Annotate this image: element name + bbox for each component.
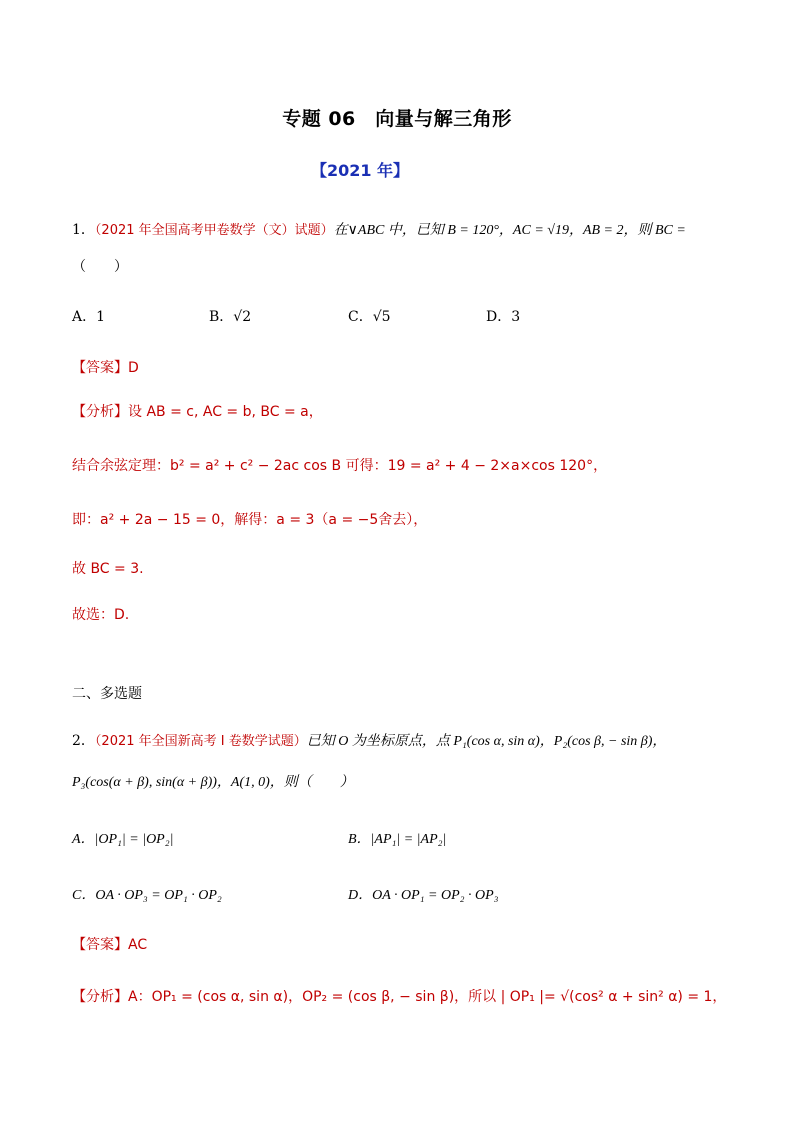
q2-option-b: B．|AP₁| = |AP₂| bbox=[348, 832, 447, 847]
q2-answer-label: 【答案】 bbox=[72, 937, 128, 953]
q2-stem-1: 已知 O 为坐标原点，点 P₁(cos α, sin α)，P₂(cos β, − sin β)， bbox=[306, 734, 667, 749]
q1-analysis-line-2: 结合余弦定理：b² = a² + c² − 2ac cos B 可得：19 = a² + 4 − 2×a×cos 120°， bbox=[72, 458, 608, 474]
q1-analysis-1: 设 AB = c, AC = b, BC = a， bbox=[128, 404, 323, 420]
q1-analysis-line-1 bbox=[72, 401, 323, 421]
q2-answer-value: AC bbox=[128, 937, 148, 953]
q2-stem-line-2: P₃(cos(α + β), sin(α + β))，A(1, 0)，则（ ） bbox=[72, 775, 354, 790]
q1-blank: （ ） bbox=[72, 259, 128, 275]
section-heading: 二、多选题 bbox=[72, 686, 142, 702]
q1-answer-value: D bbox=[128, 360, 139, 376]
q1-analysis-label: 【分析】 bbox=[72, 404, 128, 420]
q1-option-b: B．√2 bbox=[209, 309, 252, 325]
q1-stem-line bbox=[72, 219, 686, 239]
q2-number: 2． bbox=[72, 733, 95, 749]
q1-source: （2021 年全国高考甲卷数学（文）试题） bbox=[94, 223, 334, 238]
q2-option-c: C．OA · OP₃ = OP₁ · OP₂ bbox=[72, 888, 222, 903]
q1-answer-line bbox=[72, 357, 139, 377]
document-title: 专题 06 向量与解三角形 bbox=[282, 108, 512, 130]
q2-answer-line bbox=[72, 934, 147, 954]
q2-source: （2021 年全国新高考 I 卷数学试题） bbox=[94, 734, 307, 749]
q2-analysis-line-1 bbox=[72, 986, 726, 1006]
q1-analysis-line-4: 故 BC = 3. bbox=[72, 561, 144, 577]
q1-number: 1． bbox=[72, 222, 95, 238]
q1-stem: 在∨ABC 中，已知 B = 120°，AC = √19，AB = 2，则 BC = bbox=[333, 223, 686, 238]
q2-option-d: D．OA · OP₁ = OP₂ · OP₃ bbox=[348, 888, 499, 903]
q2-analysis-1: A：OP₁ = (cos α, sin α)，OP₂ = (cos β, − sin β)，所以 | OP₁ |= √(cos² α + sin² α) = 1， bbox=[128, 989, 727, 1005]
q1-analysis-line-5: 故选：D. bbox=[72, 607, 130, 623]
q1-option-d: D．3 bbox=[486, 309, 521, 325]
q1-analysis-line-3: 即：a² + 2a − 15 = 0，解得：a = 3（a = −5舍去）， bbox=[72, 512, 428, 528]
q2-option-a: A．|OP₁| = |OP₂| bbox=[72, 832, 174, 847]
q2-stem-line-1 bbox=[72, 730, 666, 750]
year-heading: 【2021 年】 bbox=[310, 161, 410, 180]
q1-option-a: A．1 bbox=[72, 309, 106, 325]
q2-analysis-label: 【分析】 bbox=[72, 989, 128, 1005]
q1-answer-label: 【答案】 bbox=[72, 360, 128, 376]
q1-option-c: C．√5 bbox=[348, 309, 391, 325]
